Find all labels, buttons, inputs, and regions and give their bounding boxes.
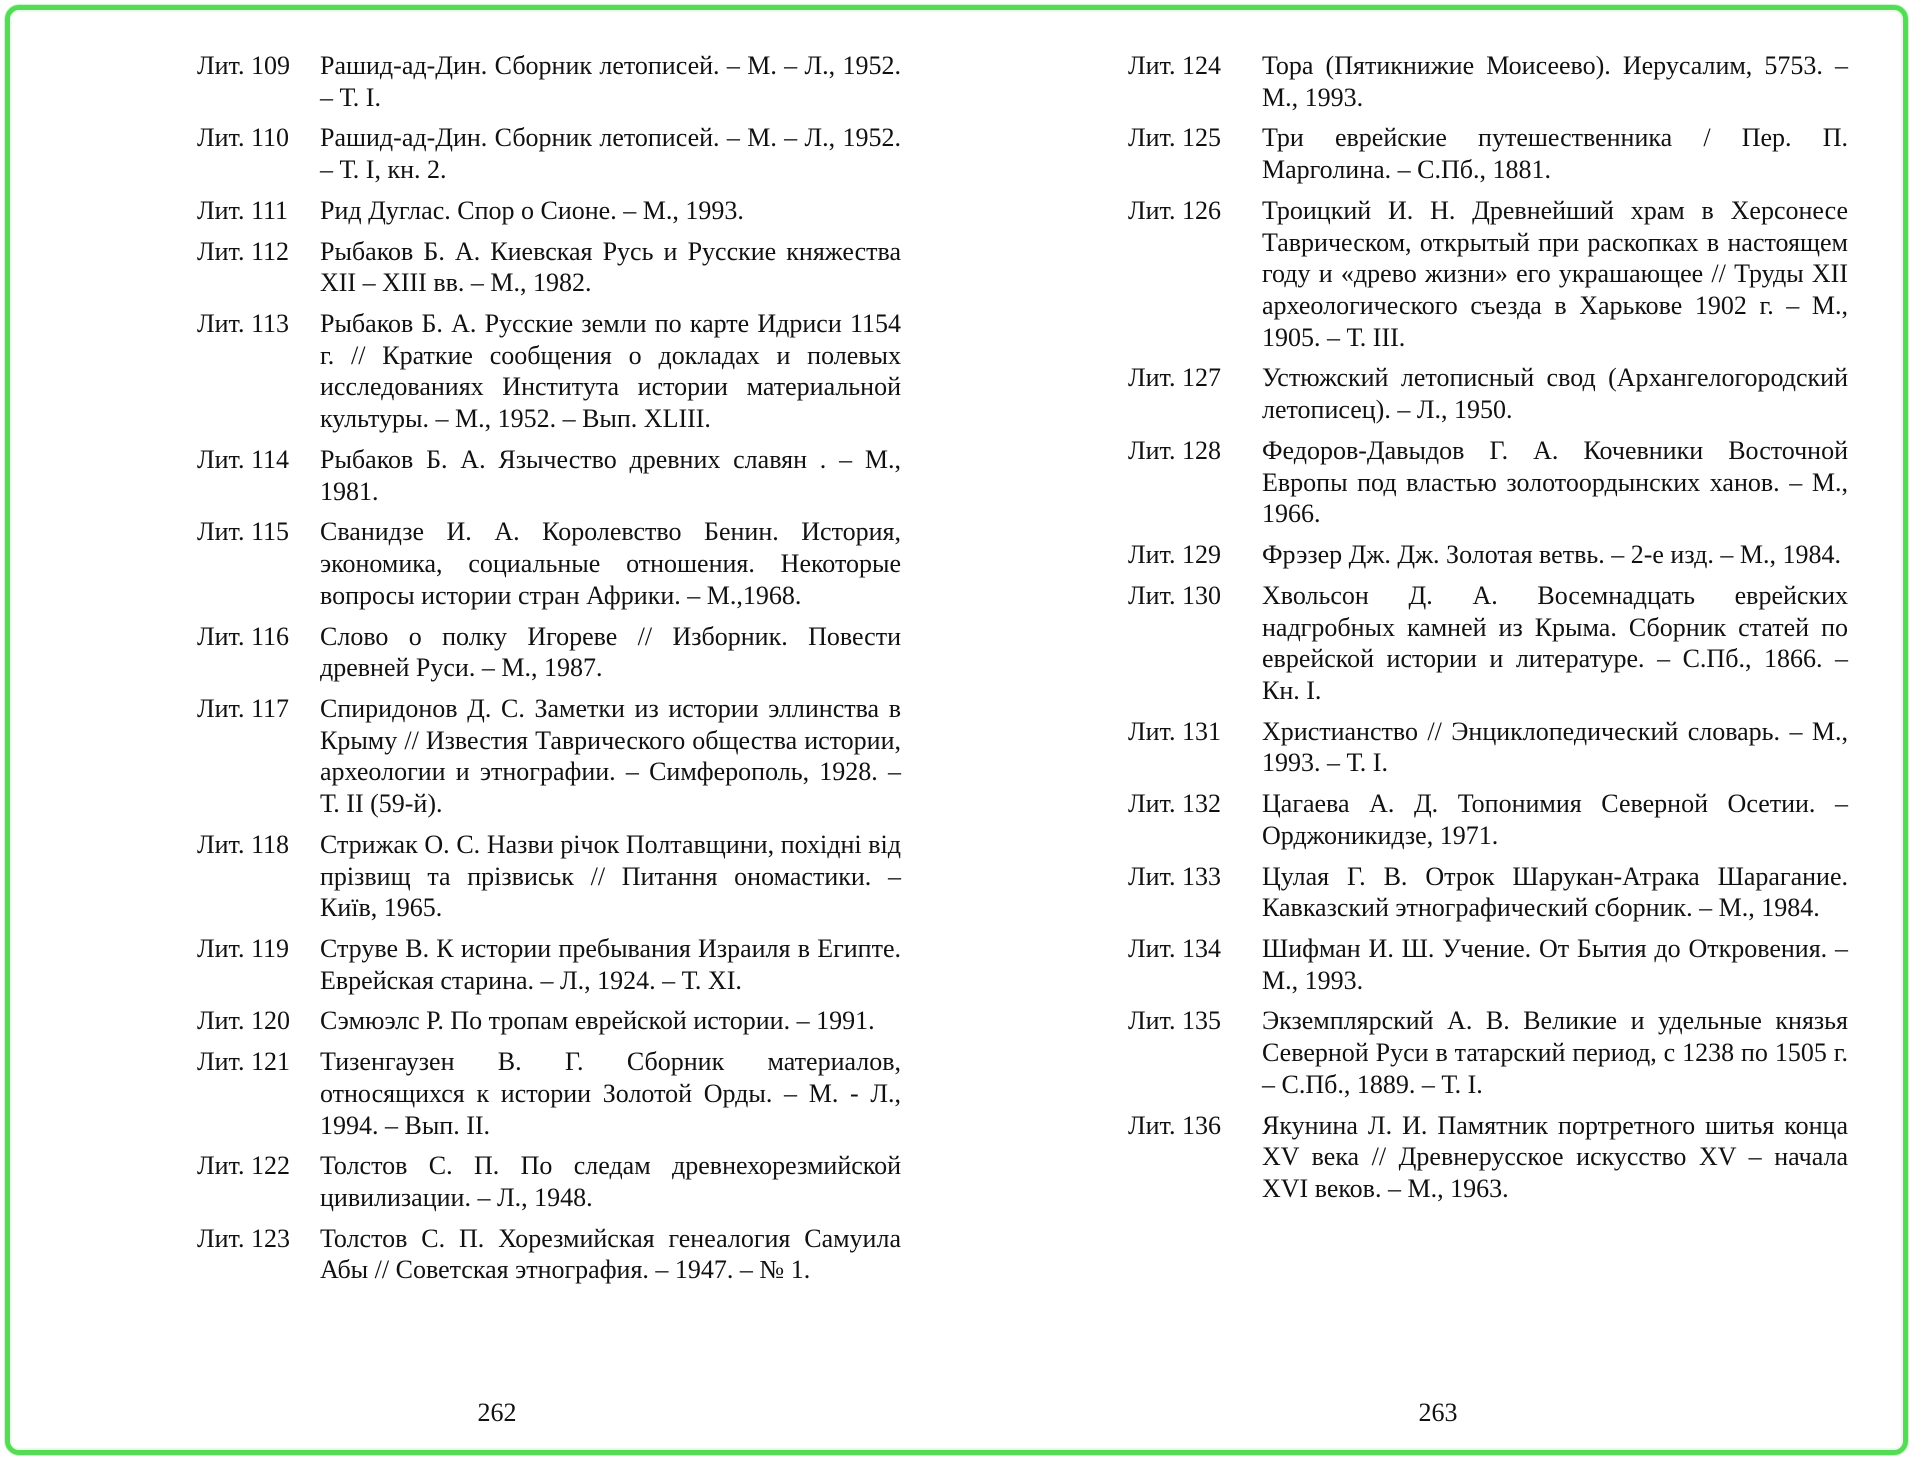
bibliography-entry	[197, 1150, 901, 1213]
entry-ref-label: Лит. 117	[197, 693, 289, 723]
entry-citation-text: Тора (Пятикнижие Моисеево). Иерусалим, 5753. – М., 1993.	[1262, 51, 1848, 112]
page-number-right: 263	[1418, 1398, 1458, 1427]
entry-citation-text: Три еврейские путешественника / Пер. П. Марголина. – С.Пб., 1881.	[1262, 123, 1848, 185]
entry-citation-text: Федоров-Давыдов Г. А. Кочевники Восточной Европы под властью золотоордынских ханов. – М., 1966.	[1262, 435, 1848, 529]
entry-ref-label: Лит. 110	[197, 123, 289, 153]
entry-ref-label: Лит. 127	[1128, 363, 1221, 393]
entry-ref-label: Лит. 129	[1128, 540, 1221, 570]
entry-ref-label: Лит. 115	[197, 517, 289, 547]
entry-ref-label: Лит. 133	[1128, 861, 1221, 891]
entry-citation-text: Рашид-ад-Дин. Сборник летописей. – М. – Л., 1952. – Т. I, кн. 2.	[320, 123, 901, 185]
entry-citation-text: Рашид-ад-Дин. Сборник летописей. – М. – Л., 1952. – Т. I.	[320, 51, 901, 112]
bibliography-entry	[197, 829, 901, 924]
bibliography-entry	[1128, 122, 1848, 185]
entry-ref-label: Лит. 118	[197, 829, 289, 859]
entry-ref-label: Лит. 119	[197, 933, 289, 963]
entry-citation-text: Экземплярский А. В. Великие и удельные князья Северной Руси в татарский период, с 1238 по 1505 г. – С.Пб., 1889. – Т. I.	[1262, 1006, 1848, 1099]
entry-citation-text: Стрижак О. С. Назви річок Полтавщини, похідні від прізвищ та прізвиськ // Питання ономастики. – Київ, 1965.	[320, 829, 901, 923]
entry-ref-label: Лит. 128	[1128, 435, 1221, 465]
entry-ref-label: Лит. 135	[1128, 1006, 1221, 1036]
entry-ref-label: Лит. 136	[1128, 1110, 1221, 1140]
bibliography-entry	[1128, 933, 1848, 996]
bibliography-page-left	[197, 50, 901, 1295]
bibliography-entry	[1128, 195, 1848, 354]
entry-ref-label: Лит. 122	[197, 1151, 290, 1181]
entry-ref-label: Лит. 126	[1128, 195, 1221, 225]
bibliography-entry	[1128, 716, 1848, 779]
entry-citation-text: Цагаева А. Д. Топонимия Северной Осетии. – Орджоникидзе, 1971.	[1262, 789, 1848, 850]
entry-ref-label: Лит. 113	[197, 309, 289, 339]
bibliography-entry	[197, 1005, 901, 1037]
entry-ref-label: Лит. 124	[1128, 51, 1221, 80]
entry-ref-label: Лит. 125	[1128, 123, 1221, 153]
bibliography-entry	[197, 236, 901, 299]
bibliography-entry	[1128, 539, 1848, 571]
page-number-left: 262	[477, 1398, 517, 1427]
entry-ref-label: Лит. 132	[1128, 789, 1221, 819]
bibliography-entry	[197, 122, 901, 185]
entry-ref-label: Лит. 123	[197, 1223, 290, 1253]
bibliography-entry	[1128, 50, 1848, 113]
entry-citation-text: Фрэзер Дж. Дж. Золотая ветвь. – 2-е изд. – М., 1984.	[1262, 540, 1841, 570]
entry-citation-text: Якунина Л. И. Памятник портретного шитья конца XV века // Древнерусское искусство XV – начала XVI веков. – М., 1963.	[1262, 1110, 1848, 1203]
entry-citation-text: Устюжский летописный свод (Архангелогородский летописец). – Л., 1950.	[1262, 363, 1848, 425]
entry-citation-text: Троицкий И. Н. Древнейший храм в Херсонесе Таврическом, открытый при раскопках в настоящем году и «древо жизни» его украшающее // Труды XII археологического съезда в Харькове 1902 г. – М., 1905. – Т. III.	[1262, 195, 1848, 352]
bibliography-entry	[197, 693, 901, 820]
bibliography-entry	[1128, 362, 1848, 425]
entry-citation-text: Сэмюэлс Р. По тропам еврейской истории. – 1991.	[320, 1006, 875, 1036]
bibliography-entry	[197, 933, 901, 996]
bibliography-entry	[1128, 1110, 1848, 1205]
bibliography-entry	[197, 621, 901, 684]
bibliography-entry	[197, 195, 901, 227]
entry-citation-text: Сванидзе И. А. Королевство Бенин. История, экономика, социальные отношения. Некоторые вопросы истории стран Африки. – М.,1968.	[320, 517, 901, 610]
entry-citation-text: Рыбаков Б. А. Язычество древних славян . – М., 1981.	[320, 444, 901, 506]
entry-ref-label: Лит. 134	[1128, 933, 1221, 963]
entry-list-right	[1128, 50, 1848, 1205]
entry-citation-text: Рид Дуглас. Спор о Сионе. – М., 1993.	[320, 195, 744, 225]
bibliography-entry	[197, 444, 901, 507]
entry-ref-label: Лит. 116	[197, 621, 289, 651]
entry-citation-text: Цулая Г. В. Отрок Шарукан-Атрака Шарагание. Кавказский этнографический сборник. – М., 1984.	[1262, 861, 1848, 923]
bibliography-entry	[197, 1046, 901, 1141]
bibliography-entry	[197, 50, 901, 113]
bibliography-entry	[1128, 580, 1848, 707]
entry-citation-text: Рыбаков Б. А. Русские земли по карте Идриси 1154 г. // Краткие сообщения о докладах и полевых исследованиях Института истории материальной культуры. – М., 1952. – Вып. XLIII.	[320, 309, 901, 434]
entry-citation-text: Шифман И. Ш. Учение. От Бытия до Откровения. – М., 1993.	[1262, 933, 1848, 995]
entry-ref-label: Лит. 121	[197, 1047, 290, 1077]
entry-ref-label: Лит. 130	[1128, 580, 1221, 610]
entry-citation-text: Слово о полку Игореве // Изборник. Повести древней Руси. – М., 1987.	[320, 621, 901, 683]
bibliography-entry	[1128, 1005, 1848, 1100]
bibliography-entry	[1128, 861, 1848, 924]
bibliography-entry	[197, 516, 901, 611]
entry-ref-label: Лит. 131	[1128, 716, 1221, 746]
entry-ref-label: Лит. 111	[197, 195, 289, 225]
entry-citation-text: Христианство // Энциклопедический словарь. – М., 1993. – Т. I.	[1262, 716, 1848, 778]
entry-citation-text: Тизенгаузен В. Г. Сборник материалов, относящихся к истории Золотой Орды. – М. - Л., 1994. – Вып. II.	[320, 1047, 901, 1140]
entry-ref-label: Лит. 112	[197, 236, 289, 266]
bibliography-entry	[1128, 435, 1848, 530]
entry-citation-text: Хвольсон Д. А. Восемнадцать еврейских надгробных камней из Крыма. Сборник статей по еврейской истории и литературе. – С.Пб., 1866. – Кн. I.	[1262, 580, 1848, 705]
bibliography-entry	[197, 1223, 901, 1286]
entry-ref-label: Лит. 120	[197, 1006, 290, 1036]
entry-ref-label: Лит. 114	[197, 444, 289, 474]
entry-citation-text: Толстов С. П. Хорезмийская генеалогия Самуила Абы // Советская этнография. – 1947. – № 1.	[320, 1223, 901, 1285]
entry-citation-text: Толстов С. П. По следам древнехорезмийской цивилизации. – Л., 1948.	[320, 1151, 901, 1212]
entry-citation-text: Спиридонов Д. С. Заметки из истории эллинства в Крыму // Известия Таврического общества истории, археологии и этнографии. – Симферополь, 1928. – Т. II (59-й).	[320, 693, 901, 819]
entry-list-left	[197, 50, 901, 1286]
entry-citation-text: Струве В. К истории пребывания Израиля в Египте. Еврейская старина. – Л., 1924. – Т. XI.	[320, 933, 901, 995]
bibliography-page-right	[1128, 50, 1848, 1214]
entry-ref-label: Лит. 109	[197, 51, 290, 80]
bibliography-entry	[1128, 788, 1848, 851]
entry-citation-text: Рыбаков Б. А. Киевская Русь и Русские княжества XII – XIII вв. – М., 1982.	[320, 236, 901, 298]
bibliography-entry	[197, 308, 901, 435]
